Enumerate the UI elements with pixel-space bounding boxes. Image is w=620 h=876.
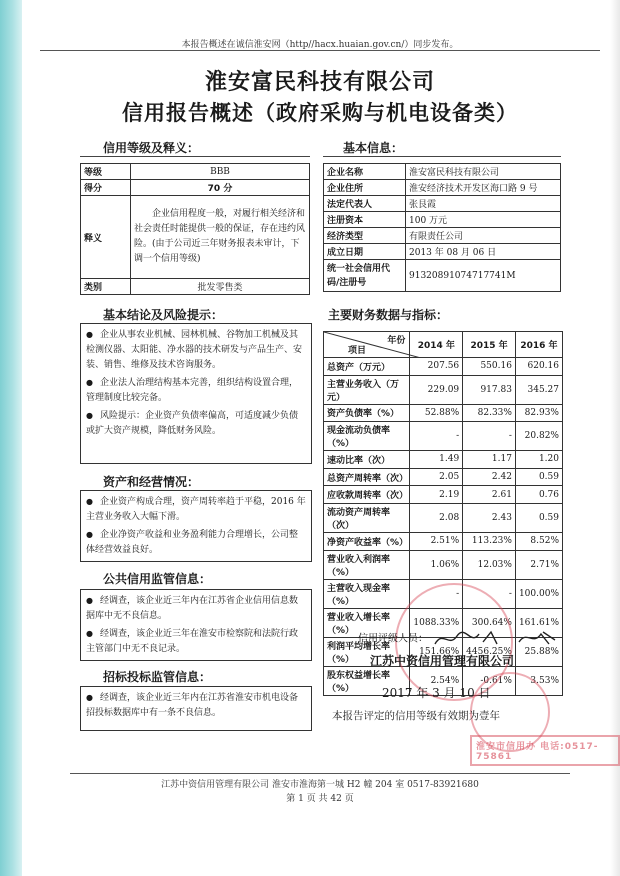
assets-item: ● 企业资产构成合理，资产周转率趋于平稳，2016 年主营业务收入大幅下滑。 xyxy=(86,494,306,525)
basic-value: 91320891074717741M xyxy=(406,260,561,292)
bullet-icon: ● xyxy=(86,629,93,638)
grade-value: BBB xyxy=(131,164,310,180)
finance-row-label: 总资产周转率（次） xyxy=(324,468,410,486)
finance-value: 82.93% xyxy=(515,404,562,422)
finance-value: 1.20 xyxy=(515,451,562,469)
finance-value: 151.66% xyxy=(410,637,463,666)
category-value: 批发零售类 xyxy=(131,279,310,295)
finance-value: - xyxy=(410,422,463,451)
explain-label: 释义 xyxy=(81,196,131,279)
finance-value: 300.64% xyxy=(463,608,516,637)
finance-row xyxy=(324,468,563,486)
finance-value: 2.42 xyxy=(463,468,516,486)
basic-value: 淮安富民科技有限公司 xyxy=(406,164,561,180)
bullet-icon: ● xyxy=(86,330,93,339)
basic-value: 100 万元 xyxy=(406,212,561,228)
finance-value: 161.61% xyxy=(515,608,562,637)
finance-value: 550.16 xyxy=(463,358,516,376)
evaluator-line xyxy=(358,628,561,650)
conclusion-heading: 基本结论及风险提示： xyxy=(103,308,224,322)
finance-row xyxy=(324,503,563,532)
finance-value: 0.59 xyxy=(515,503,562,532)
assets-heading: 资产和经营情况： xyxy=(103,475,200,489)
finance-value: 1088.33% xyxy=(410,608,463,637)
basic-table xyxy=(323,163,561,292)
finance-value: 2.51% xyxy=(410,532,463,550)
category-label: 类别 xyxy=(81,279,131,295)
bullet-icon: ● xyxy=(86,378,93,387)
finance-value: 3.53% xyxy=(515,666,562,695)
finance-value: - xyxy=(463,422,516,451)
finance-value: 1.17 xyxy=(463,451,516,469)
finance-value: 25.88% xyxy=(515,637,562,666)
year-col-header: 2015 年 xyxy=(463,332,516,358)
public-heading: 公共信用监管信息： xyxy=(103,572,212,586)
year-col-header: 2014 年 xyxy=(410,332,463,358)
finance-corner-cell xyxy=(324,332,410,358)
diagonal-line xyxy=(324,332,421,358)
finance-row xyxy=(324,358,563,376)
bullet-icon: ● xyxy=(86,596,93,605)
score-value: 70 分 xyxy=(131,180,310,196)
finance-value: 1.06% xyxy=(410,550,463,579)
finance-value: 2.54% xyxy=(410,666,463,695)
finance-row xyxy=(324,550,563,579)
finance-row-label: 主营业务收入（万元） xyxy=(324,375,410,404)
conclusion-item: ● 风险提示：企业资产负债率偏高，可适度减少负债或扩大资产规模，降低财务风险。 xyxy=(86,408,306,439)
finance-value: 2.05 xyxy=(410,468,463,486)
public-item: ● 经调查，该企业近三年内在江苏省企业信用信息数据库中无不良信息。 xyxy=(86,593,306,624)
finance-value: 52.88% xyxy=(410,404,463,422)
basic-value: 2013 年 08 月 06 日 xyxy=(406,244,561,260)
credit-heading: 信用等级及释义： xyxy=(103,141,200,155)
finance-value: - xyxy=(463,579,516,608)
bidding-item: ● 经调查，该企业近三年内在江苏省淮安市机电设备招投标数据库中有一条不良信息。 xyxy=(86,690,306,721)
finance-value: 229.09 xyxy=(410,375,463,404)
finance-row-label: 资产负债率（%） xyxy=(324,404,410,422)
explain-value: 企业信用程度一般，对履行相关经济和社会责任时能提供一般的保证，存在违约风险。(由于公司近三年财务报表未审计，下调一个信用等级) xyxy=(131,196,310,279)
finance-row xyxy=(324,486,563,504)
finance-row-label: 总资产（万元） xyxy=(324,358,410,376)
public-item: ● 经调查，该企业近三年在淮安市检察院和法院行政主管部门中无不良记录。 xyxy=(86,626,306,657)
score-label: 得分 xyxy=(81,180,131,196)
basic-label: 统一社会信用代码/注册号 xyxy=(324,260,406,292)
finance-value: 207.56 xyxy=(410,358,463,376)
finance-value: 0.76 xyxy=(515,486,562,504)
bullet-icon: ● xyxy=(86,530,93,539)
finance-value: 113.23% xyxy=(463,532,516,550)
conclusion-item: ● 企业从事农业机械、园林机械、谷物加工机械及其检测仪器、太阳能、净水器的技术研发与产品生产、安装、销售、维修及技术咨询服务。 xyxy=(86,327,306,373)
footer-page-number: 第 1 页 共 42 页 xyxy=(286,794,354,804)
finance-row xyxy=(324,422,563,451)
grade-label: 等级 xyxy=(81,164,131,180)
finance-value: -0.61% xyxy=(463,666,516,695)
basic-heading: 基本信息： xyxy=(343,141,404,155)
basic-label: 成立日期 xyxy=(324,244,406,260)
credit-table xyxy=(80,163,310,295)
basic-value: 张艮霞 xyxy=(406,196,561,212)
footer-address: 江苏中资信用管理有限公司 淮安市淮海第一城 H2 幢 204 室 0517-83921680 xyxy=(161,780,479,790)
report-date: 2017 年 3 月 10 日 xyxy=(382,686,491,700)
finance-row-label: 营业收入利润率（%） xyxy=(324,550,410,579)
report-title: 信用报告概述（政府采购与机电设备类） xyxy=(122,101,518,125)
finance-value: 2.61 xyxy=(463,486,516,504)
bullet-icon: ● xyxy=(86,497,93,506)
finance-value: 2.08 xyxy=(410,503,463,532)
publish-notice: 本报告概述在诚信淮安网（http//hacx.huaian.gov.cn/）同步发布。 xyxy=(181,40,459,50)
handwritten-signature xyxy=(431,628,561,650)
bullet-icon: ● xyxy=(86,411,93,420)
conclusion-box xyxy=(80,323,312,464)
finance-value: 20.82% xyxy=(515,422,562,451)
notice-divider xyxy=(40,50,600,51)
basic-label: 经济类型 xyxy=(324,228,406,244)
finance-value: 1.49 xyxy=(410,451,463,469)
credit-heading-line xyxy=(80,156,310,157)
finance-value: 345.27 xyxy=(515,375,562,404)
office-stamp-text: 淮安市信用办 电话:0517-75861 xyxy=(470,735,620,766)
evaluator-label: 信用评级人员： xyxy=(358,633,428,645)
footer-divider xyxy=(70,773,570,774)
finance-row xyxy=(324,451,563,469)
finance-value: 620.16 xyxy=(515,358,562,376)
bullet-icon: ● xyxy=(86,693,93,702)
finance-row-label: 营业收入增长率（%） xyxy=(324,608,410,637)
finance-heading: 主要财务数据与指标： xyxy=(328,308,449,322)
conclusion-item: ● 企业法人治理结构基本完善，组织结构设置合理，管理制度比较完备。 xyxy=(86,375,306,406)
finance-value: 2.43 xyxy=(463,503,516,532)
rating-org: 江苏中资信用管理有限公司 xyxy=(370,654,515,668)
assets-box xyxy=(80,490,312,562)
item-header: 项目 xyxy=(348,346,367,356)
finance-value: 4456.25% xyxy=(463,637,516,666)
finance-row-label: 速动比率（次） xyxy=(324,451,410,469)
finance-row-label: 主营收入现金率（%） xyxy=(324,579,410,608)
public-box xyxy=(80,589,312,661)
basic-label: 企业住所 xyxy=(324,180,406,196)
bidding-box xyxy=(80,686,312,731)
finance-row xyxy=(324,532,563,550)
bidding-heading: 招标投标监管信息： xyxy=(103,670,212,684)
finance-value: - xyxy=(410,579,463,608)
finance-value: 2.71% xyxy=(515,550,562,579)
finance-row-label: 现金流动负债率（%） xyxy=(324,422,410,451)
validity-note: 本报告评定的信用等级有效期为壹年 xyxy=(332,710,500,722)
assets-item: ● 企业净资产收益和业务盈利能力合理增长，公司整体经营效益良好。 xyxy=(86,527,306,558)
binding-strip xyxy=(0,0,22,876)
company-title: 淮安富民科技有限公司 xyxy=(204,70,435,95)
year-header: 年份 xyxy=(387,336,406,346)
finance-row xyxy=(324,404,563,422)
basic-label: 企业名称 xyxy=(324,164,406,180)
finance-value: 2.19 xyxy=(410,486,463,504)
finance-row-label: 净资产收益率（%） xyxy=(324,532,410,550)
basic-value: 有限责任公司 xyxy=(406,228,561,244)
finance-row-label: 应收款周转率（次） xyxy=(324,486,410,504)
basic-value: 淮安经济技术开发区海口路 9 号 xyxy=(406,180,561,196)
finance-value: 82.33% xyxy=(463,404,516,422)
year-col-header: 2016 年 xyxy=(515,332,562,358)
finance-value: 8.52% xyxy=(515,532,562,550)
finance-row xyxy=(324,375,563,404)
finance-row-label: 流动资产周转率（次） xyxy=(324,503,410,532)
basic-label: 注册资本 xyxy=(324,212,406,228)
finance-value: 12.03% xyxy=(463,550,516,579)
finance-row-label: 利润平均增长率（%） xyxy=(324,637,410,666)
finance-value: 917.83 xyxy=(463,375,516,404)
finance-value: 100.00% xyxy=(515,579,562,608)
basic-label: 法定代表人 xyxy=(324,196,406,212)
finance-row-label: 股东权益增长率（%） xyxy=(324,666,410,695)
finance-value: 0.59 xyxy=(515,468,562,486)
basic-heading-line xyxy=(323,156,561,157)
